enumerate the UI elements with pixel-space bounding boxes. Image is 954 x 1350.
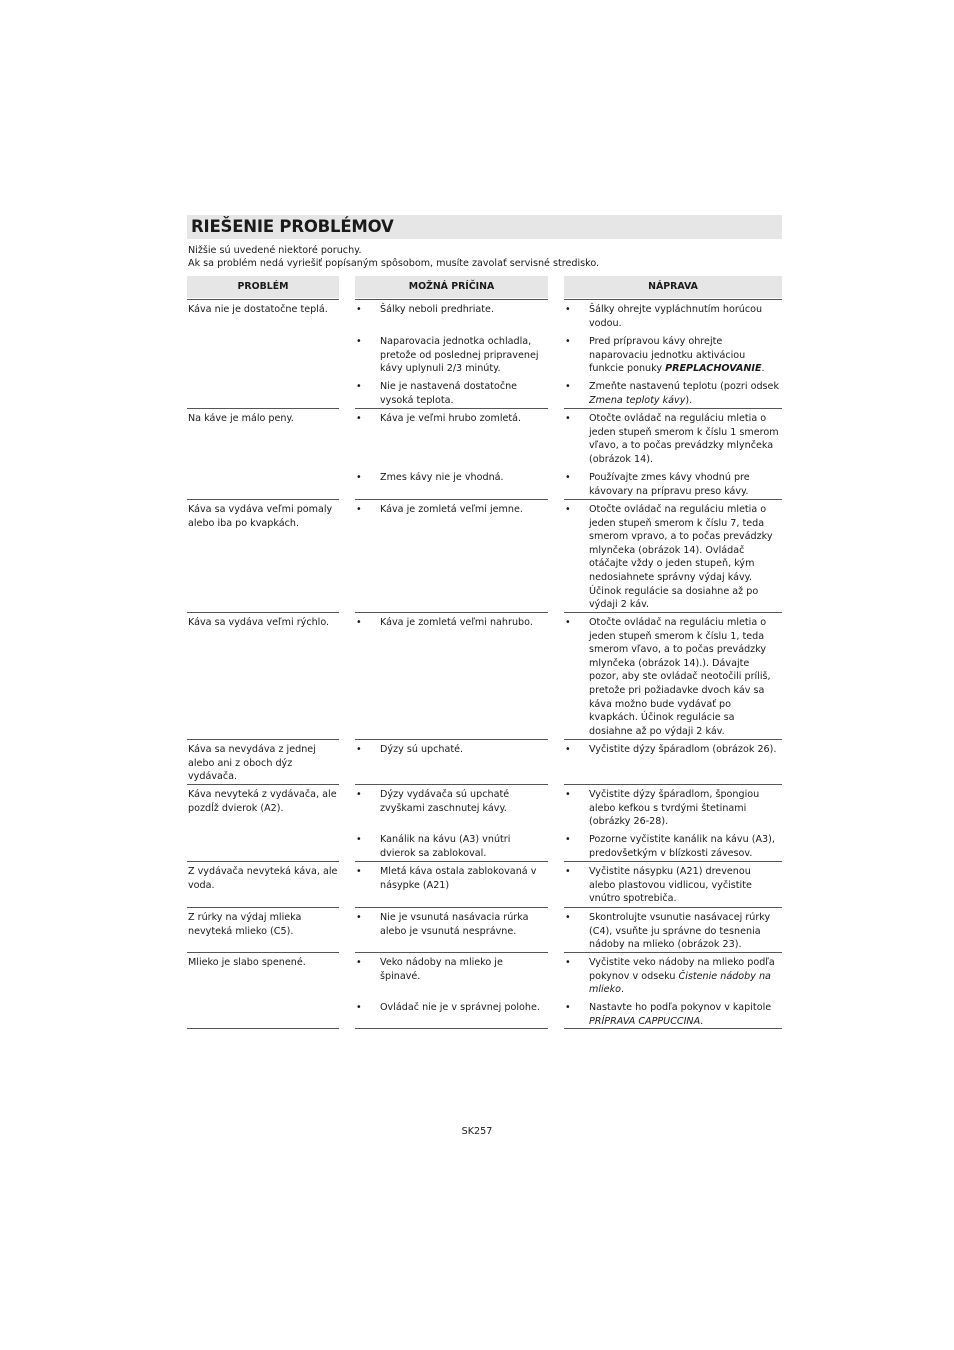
remedy-reference: Čistenie nádoby na mlieko	[589, 970, 771, 996]
cause-bullet: •	[356, 789, 362, 800]
remedy-main: Používajte zmes kávy vhodnú pre kávovary na prípravu preso kávy.	[589, 472, 750, 497]
problem-text: Na káve je málo peny.	[188, 413, 294, 424]
remedy-text	[589, 303, 779, 330]
remedy-main: Vyčistite dýzy špáradlom (obrázok 26).	[589, 744, 777, 755]
row-divider	[564, 907, 782, 908]
table-bottom-rule	[355, 1028, 548, 1029]
problem-text: Káva sa nevydáva z jednej alebo ani z oboch dýz vydávača.	[188, 744, 316, 783]
remedy-main: Otočte ovládač na reguláciu mletia o jeden stupeň smerom k číslu 1, teda smerom vľavo, a to počas prevádzky mlynčeka (obrázok 14).). Dávajte pozor, aby ste ovládač neotočili príliš, pretože pri požiadavke dvoch káv sa káva možno bude vydávať po kvapkách. Účinok regulácie sa dosiahne až po výdaji 2 káv.	[589, 617, 771, 737]
remedy-bullet: •	[565, 744, 571, 755]
remedy-main: Vyčistite násypku (A21) drevenou alebo plastovou vidlicou, vyčistite vnútro spotrebiča.	[589, 866, 752, 905]
remedy-bullet: •	[565, 1002, 571, 1013]
problem-text: Káva nevyteká z vydávača, ale pozdĺž dvierok (A2).	[188, 789, 337, 814]
remedy-main: Zmeňte nastavenú teplotu (pozri odsek	[589, 381, 779, 392]
remedy-bullet: •	[565, 834, 571, 845]
remedy-text	[589, 743, 779, 757]
remedy-bullet: •	[565, 617, 571, 628]
remedy-tail: ).	[685, 394, 693, 406]
row-divider	[355, 612, 548, 613]
remedy-tail: .	[761, 363, 765, 375]
row-divider	[187, 299, 339, 300]
remedy-main: Nastavte ho podľa pokynov v kapitole	[589, 1002, 772, 1013]
remedy-bullet: •	[565, 336, 571, 347]
row-divider	[187, 408, 339, 409]
cause-text: Nie je vsunutá nasávacia rúrka alebo je vsunutá nesprávne.	[380, 912, 529, 937]
remedy-text	[589, 412, 779, 466]
cause-text: Ovládač nie je v správnej polohe.	[380, 1002, 540, 1013]
remedy-bullet: •	[565, 504, 571, 515]
remedy-tail: .	[700, 1015, 704, 1027]
cause-text: Šálky neboli predhriate.	[380, 304, 494, 315]
row-divider	[355, 907, 548, 908]
row-divider	[564, 861, 782, 862]
row-divider	[187, 952, 339, 953]
remedy-text	[589, 471, 779, 498]
section-heading-bar	[187, 215, 782, 239]
cause-text: Zmes kávy nie je vhodná.	[380, 472, 504, 483]
column-header-cause: MOŽNÁ PRÍČINA	[355, 276, 548, 298]
row-divider	[564, 784, 782, 785]
remedy-text	[589, 335, 779, 376]
remedy-bullet: •	[565, 957, 571, 968]
column-header-remedy: NÁPRAVA	[564, 276, 782, 298]
remedy-text	[589, 503, 779, 612]
remedy-text	[589, 788, 779, 829]
row-divider	[187, 739, 339, 740]
cause-bullet: •	[356, 413, 362, 424]
row-divider	[564, 499, 782, 500]
remedy-bullet: •	[565, 304, 571, 315]
remedy-bullet: •	[565, 472, 571, 483]
page-number: SK257	[461, 1126, 493, 1137]
problem-text: Z rúrky na výdaj mlieka nevyteká mlieko (C5).	[188, 912, 302, 937]
remedy-bullet: •	[565, 866, 571, 877]
column-header-problem: PROBLÉM	[187, 276, 339, 298]
row-divider	[355, 408, 548, 409]
remedy-reference: PRÍPRAVA CAPPUCCINA	[589, 1015, 701, 1027]
row-divider	[355, 784, 548, 785]
cause-bullet: •	[356, 912, 362, 923]
remedy-main: Šálky ohrejte vypláchnutím horúcou vodou.	[589, 304, 763, 329]
cause-text: Naparovacia jednotka ochladla, pretože od poslednej pripravenej kávy uplynuli 2/3 minúty.	[380, 336, 539, 375]
intro-text	[188, 244, 788, 270]
remedy-main: Otočte ovládač na reguláciu mletia o jeden stupeň smerom k číslu 1 smerom vľavo, a to počas prevádzky mlynčeka (obrázok 14).	[589, 413, 779, 465]
cause-bullet: •	[356, 1002, 362, 1013]
cause-bullet: •	[356, 744, 362, 755]
row-divider	[355, 861, 548, 862]
page-title: RIEŠENIE PROBLÉMOV	[191, 217, 394, 236]
remedy-text	[589, 380, 779, 407]
intro-line-2: Ak sa problém nedá vyriešiť popísaným spôsobom, musíte zavolať servisné stredisko.	[188, 258, 600, 269]
row-divider	[187, 612, 339, 613]
remedy-text	[589, 616, 779, 738]
problem-text: Káva nie je dostatočne teplá.	[188, 304, 328, 315]
problem-text: Káva sa vydáva veľmi pomaly alebo iba po kvapkách.	[188, 504, 333, 529]
cause-bullet: •	[356, 834, 362, 845]
remedy-bullet: •	[565, 789, 571, 800]
cause-text: Káva je zomletá veľmi jemne.	[380, 504, 523, 515]
row-divider	[187, 499, 339, 500]
row-divider	[564, 952, 782, 953]
remedy-main: Pozorne vyčistite kanálik na kávu (A3), predovšetkým v blízkosti závesov.	[589, 834, 775, 859]
table-bottom-rule	[564, 1028, 782, 1029]
remedy-bullet: •	[565, 912, 571, 923]
row-divider	[355, 952, 548, 953]
row-divider	[564, 739, 782, 740]
cause-text: Nie je nastavená dostatočne vysoká teplota.	[380, 381, 518, 406]
remedy-reference: Zmena teploty kávy	[589, 394, 686, 406]
problem-text: Káva sa vydáva veľmi rýchlo.	[188, 617, 330, 628]
cause-text: Káva je zomletá veľmi nahrubo.	[380, 617, 533, 628]
row-divider	[187, 784, 339, 785]
row-divider	[564, 612, 782, 613]
remedy-main: Otočte ovládač na reguláciu mletia o jeden stupeň smerom k číslu 7, teda smerom vpravo, a to počas prevádzky mlynčeka (obrázok 14). Ovládač otáčajte vždy o jeden stupeň, kým nedosiahnete správny výdaj kávy. Účinok regulácie sa dosiahne až po výdaji 2 káv.	[589, 504, 773, 611]
cause-text: Kanálik na kávu (A3) vnútri dvierok sa zablokoval.	[380, 834, 511, 859]
cause-bullet: •	[356, 381, 362, 392]
remedy-text	[589, 911, 779, 952]
remedy-main: Vyčistite dýzy špáradlom, špongiou alebo kefkou s tvrdými štetinami (obrázky 26-28).	[589, 789, 760, 828]
cause-text: Mletá káva ostala zablokovaná v násypke (A21)	[380, 866, 537, 891]
row-divider	[564, 408, 782, 409]
remedy-text	[589, 1001, 779, 1028]
cause-text: Káva je veľmi hrubo zomletá.	[380, 413, 522, 424]
row-divider	[564, 299, 782, 300]
remedy-bullet: •	[565, 413, 571, 424]
remedy-text	[589, 956, 779, 997]
cause-bullet: •	[356, 336, 362, 347]
row-divider	[355, 499, 548, 500]
row-divider	[355, 299, 548, 300]
cause-text: Dýzy vydávača sú upchaté zvyškami zaschnutej kávy.	[380, 789, 510, 814]
remedy-main: Pred prípravou kávy ohrejte naparovaciu jednotku aktiváciou funkcie ponuky	[589, 336, 746, 375]
intro-line-1: Nižšie sú uvedené niektoré poruchy.	[188, 245, 362, 256]
remedy-main: Vyčistite veko nádoby na mlieko podľa pokynov v odseku	[589, 957, 775, 982]
cause-bullet: •	[356, 617, 362, 628]
cause-bullet: •	[356, 304, 362, 315]
problem-text: Mlieko je slabo spenené.	[188, 957, 306, 968]
remedy-text	[589, 833, 779, 860]
cause-bullet: •	[356, 957, 362, 968]
row-divider	[187, 861, 339, 862]
cause-bullet: •	[356, 504, 362, 515]
cause-bullet: •	[356, 866, 362, 877]
remedy-main: Skontrolujte vsunutie nasávacej rúrky (C4), vsuňte ju správne do tesnenia nádoby na mlieko (obrázok 23).	[589, 912, 771, 951]
remedy-menu-name: PREPLACHOVANIE	[665, 363, 762, 375]
cause-text: Dýzy sú upchaté.	[380, 744, 464, 755]
cause-text: Veko nádoby na mlieko je špinavé.	[380, 957, 503, 982]
table-bottom-rule	[187, 1028, 339, 1029]
row-divider	[187, 907, 339, 908]
remedy-tail: .	[621, 984, 625, 996]
remedy-text	[589, 865, 779, 906]
row-divider	[355, 739, 548, 740]
remedy-bullet: •	[565, 381, 571, 392]
problem-text: Z vydávača nevyteká káva, ale voda.	[188, 866, 338, 891]
cause-bullet: •	[356, 472, 362, 483]
